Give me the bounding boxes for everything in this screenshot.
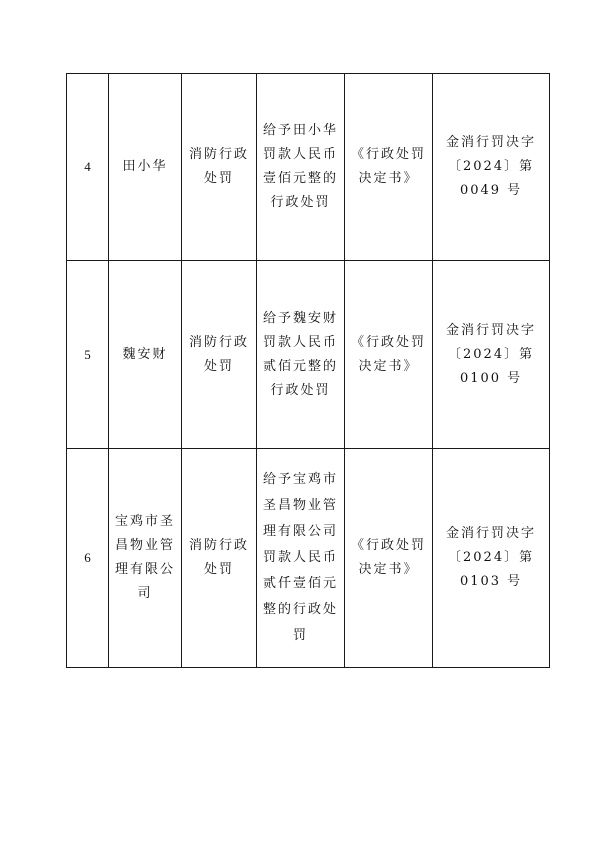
penalty-content-line: 理有限公司	[263, 524, 339, 539]
party-name-line: 魏安财	[122, 346, 168, 362]
penalty-type-line: 处罚	[204, 562, 235, 577]
document-number-line: 〔2024〕第	[448, 550, 535, 565]
document-form-cell	[345, 261, 433, 449]
party-name-line: 司	[137, 586, 153, 601]
penalty-content-line: 给予宝鸡市	[263, 472, 339, 487]
penalty-content-line: 圣昌物业管	[263, 498, 339, 513]
document-number-line: 0049 号	[459, 183, 523, 198]
penalty-content-line: 贰佰元整的	[263, 358, 339, 374]
penalty-content-line: 整的行政处	[263, 602, 339, 617]
document-number-line: 〔2024〕第	[448, 159, 535, 174]
document-number-line: 0100 号	[459, 370, 523, 386]
penalty-content-cell	[257, 449, 345, 668]
document-number-line: 金消行罚决字	[446, 135, 537, 150]
row-number: 6	[84, 550, 91, 565]
document-number-line: 0103 号	[459, 574, 523, 589]
party-name-cell	[109, 261, 182, 449]
party-name-line: 田小华	[122, 159, 168, 174]
penalty-content-line: 给予魏安财	[263, 310, 339, 326]
penalty-type-cell	[182, 449, 257, 668]
document-number-cell	[433, 449, 550, 668]
table-row	[67, 261, 550, 449]
document-form-line: 《行政处罚	[351, 334, 427, 350]
penalty-content-line: 罚	[293, 628, 309, 643]
document-form-line: 决定书》	[358, 171, 419, 186]
penalty-content-line: 壹佰元整的	[263, 171, 339, 186]
penalty-table	[66, 73, 550, 668]
penalty-content-line: 行政处罚	[270, 382, 331, 398]
penalty-type-line: 处罚	[204, 171, 235, 186]
party-name-line: 昌物业管	[115, 538, 176, 553]
table-row	[67, 74, 550, 261]
penalty-content-line: 给予田小华	[263, 123, 339, 138]
document-form-line: 《行政处罚	[351, 538, 427, 553]
penalty-content-cell	[257, 74, 345, 261]
penalty-content-line: 罚款人民币	[263, 147, 339, 162]
penalty-type-cell	[182, 74, 257, 261]
document-form-line: 决定书》	[358, 358, 419, 374]
penalty-type-line: 消防行政	[189, 538, 250, 553]
penalty-content-line: 罚款人民币	[263, 334, 339, 350]
document-number-cell	[433, 74, 550, 261]
row-number: 4	[84, 159, 91, 174]
party-name-cell	[109, 74, 182, 261]
penalty-content-line: 罚款人民币	[263, 550, 339, 565]
document-form-line: 决定书》	[358, 562, 419, 577]
row-number-cell	[67, 261, 109, 449]
penalty-content-cell	[257, 261, 345, 449]
document-number-line: 金消行罚决字	[446, 526, 537, 541]
document-form-line: 《行政处罚	[351, 147, 427, 162]
row-number: 5	[84, 346, 91, 362]
table-row	[67, 449, 550, 668]
penalty-content-line: 贰仟壹佰元	[263, 576, 339, 591]
row-number-cell	[67, 449, 109, 668]
document-form-cell	[345, 74, 433, 261]
party-name-line: 理有限公	[115, 562, 176, 577]
penalty-type-line: 消防行政	[189, 334, 250, 350]
party-name-line: 宝鸡市圣	[115, 514, 176, 529]
document-number-cell	[433, 261, 550, 449]
party-name-cell	[109, 449, 182, 668]
row-number-cell	[67, 74, 109, 261]
penalty-content-line: 行政处罚	[270, 195, 331, 210]
document-number-line: 〔2024〕第	[448, 346, 535, 362]
penalty-type-cell	[182, 261, 257, 449]
penalty-table-body	[67, 74, 550, 668]
penalty-type-line: 消防行政	[189, 147, 250, 162]
document-form-cell	[345, 449, 433, 668]
penalty-type-line: 处罚	[204, 358, 235, 374]
document-number-line: 金消行罚决字	[446, 322, 537, 338]
